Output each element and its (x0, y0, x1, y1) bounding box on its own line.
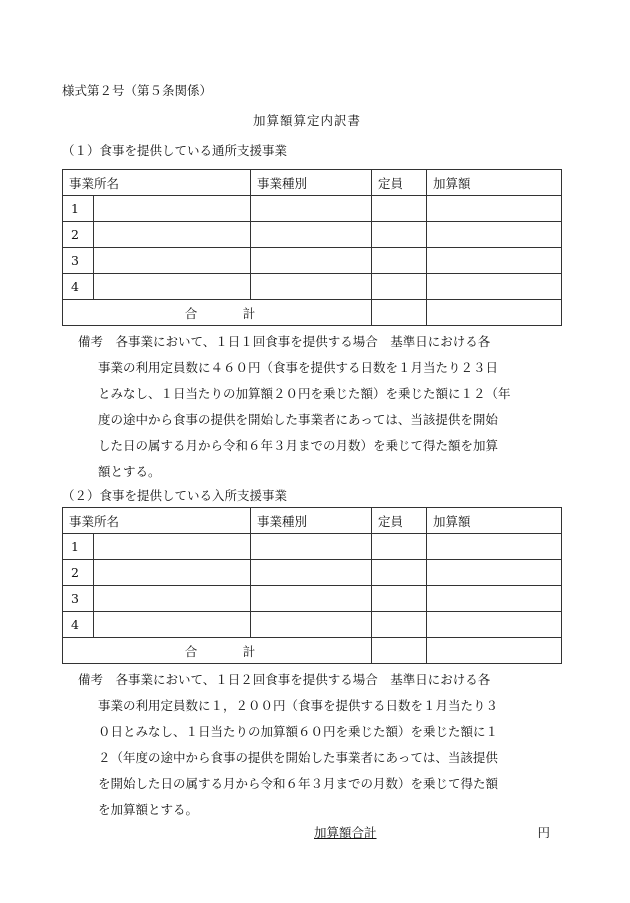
note-line: 事業の利用定員数に４６０円（食事を提供する日数を１月当たり２３日 (98, 360, 499, 375)
facility-name-cell[interactable] (94, 274, 251, 300)
table-row (63, 222, 562, 248)
section2-heading: （２）食事を提供している入所支援事業 (62, 488, 288, 503)
row-number: 1 (63, 534, 94, 560)
table-row (63, 534, 562, 560)
facility-name-cell[interactable] (94, 560, 251, 586)
section1-note (78, 329, 568, 485)
note-line: とみなし、１日当たりの加算額２０円を乗じた額）を乗じた額に１２（年 (98, 386, 511, 401)
table-header-row (63, 508, 562, 534)
document-title: 加算額算定内訳書 (253, 113, 362, 128)
table-row (63, 196, 562, 222)
total-label: 合 計 (63, 300, 372, 326)
business-type-cell[interactable] (251, 560, 372, 586)
capacity-cell[interactable] (372, 248, 427, 274)
section2-note (78, 667, 568, 823)
note-line: 額とする。 (98, 464, 161, 479)
business-type-cell[interactable] (251, 222, 372, 248)
note-line: 度の途中から食事の提供を開始した事業者にあっては、当該提供を開始 (98, 412, 498, 427)
table-row (63, 586, 562, 612)
amount-cell[interactable] (427, 586, 562, 612)
header-capacity: 定員 (372, 170, 427, 196)
note-line: を加算額とする。 (98, 802, 199, 817)
facility-name-cell[interactable] (94, 586, 251, 612)
capacity-cell[interactable] (372, 586, 427, 612)
header-business-type: 事業種別 (251, 508, 372, 534)
total-capacity-cell[interactable] (372, 638, 427, 664)
total-amount-cell[interactable] (427, 638, 562, 664)
note-line: 備考 各事業において、１日２回食事を提供する場合 基準日における各 (78, 672, 491, 687)
note-line: ２（年度の途中から食事の提供を開始した事業者にあっては、当該提供 (98, 750, 498, 765)
row-number: 2 (63, 560, 94, 586)
amount-cell[interactable] (427, 222, 562, 248)
business-type-cell[interactable] (251, 612, 372, 638)
capacity-cell[interactable] (372, 222, 427, 248)
facility-name-cell[interactable] (94, 222, 251, 248)
business-type-cell[interactable] (251, 534, 372, 560)
header-addition-amount: 加算額 (427, 508, 562, 534)
header-addition-amount: 加算額 (427, 170, 562, 196)
row-number: 2 (63, 222, 94, 248)
note-line: ０日とみなし、１日当たりの加算額６０円を乗じた額）を乗じた額に１ (98, 724, 499, 739)
row-number: 3 (63, 586, 94, 612)
table-row (63, 274, 562, 300)
note-line: を開始した日の属する月から令和６年３月までの月数）を乗じて得た額 (98, 776, 499, 791)
header-facility-name: 事業所名 (63, 170, 251, 196)
table-row (63, 560, 562, 586)
business-type-cell[interactable] (251, 248, 372, 274)
section1-heading: （１）食事を提供している通所支援事業 (62, 143, 288, 158)
header-capacity: 定員 (372, 508, 427, 534)
capacity-cell[interactable] (372, 196, 427, 222)
business-type-cell[interactable] (251, 586, 372, 612)
note-line: した日の属する月から令和６年３月までの月数）を乗じて得た額を加算 (98, 438, 499, 453)
section2-table (62, 507, 562, 664)
yen-unit: 円 (537, 825, 550, 840)
total-row (63, 638, 562, 664)
amount-cell[interactable] (427, 274, 562, 300)
amount-cell[interactable] (427, 196, 562, 222)
capacity-cell[interactable] (372, 612, 427, 638)
table-row (63, 612, 562, 638)
business-type-cell[interactable] (251, 196, 372, 222)
facility-name-cell[interactable] (94, 248, 251, 274)
row-number: 4 (63, 274, 94, 300)
header-business-type: 事業種別 (251, 170, 372, 196)
header-facility-name: 事業所名 (63, 508, 251, 534)
row-number: 3 (63, 248, 94, 274)
section1-table (62, 169, 562, 326)
facility-name-cell[interactable] (94, 612, 251, 638)
grand-total-line (314, 823, 550, 841)
amount-cell[interactable] (427, 612, 562, 638)
capacity-cell[interactable] (372, 274, 427, 300)
table-row (63, 248, 562, 274)
total-amount-cell[interactable] (427, 300, 562, 326)
row-number: 4 (63, 612, 94, 638)
business-type-cell[interactable] (251, 274, 372, 300)
grand-total-label: 加算額合計 (314, 825, 377, 840)
note-line: 事業の利用定員数に１，２００円（食事を提供する日数を１月当たり３ (98, 698, 499, 713)
capacity-cell[interactable] (372, 534, 427, 560)
amount-cell[interactable] (427, 248, 562, 274)
row-number: 1 (63, 196, 94, 222)
facility-name-cell[interactable] (94, 196, 251, 222)
amount-cell[interactable] (427, 560, 562, 586)
capacity-cell[interactable] (372, 560, 427, 586)
amount-cell[interactable] (427, 534, 562, 560)
total-capacity-cell[interactable] (372, 300, 427, 326)
total-label: 合 計 (63, 638, 372, 664)
form-number: 様式第２号（第５条関係） (62, 83, 213, 98)
table-header-row (63, 170, 562, 196)
total-row (63, 300, 562, 326)
facility-name-cell[interactable] (94, 534, 251, 560)
note-line: 備考 各事業において、１日１回食事を提供する場合 基準日における各 (78, 334, 491, 349)
